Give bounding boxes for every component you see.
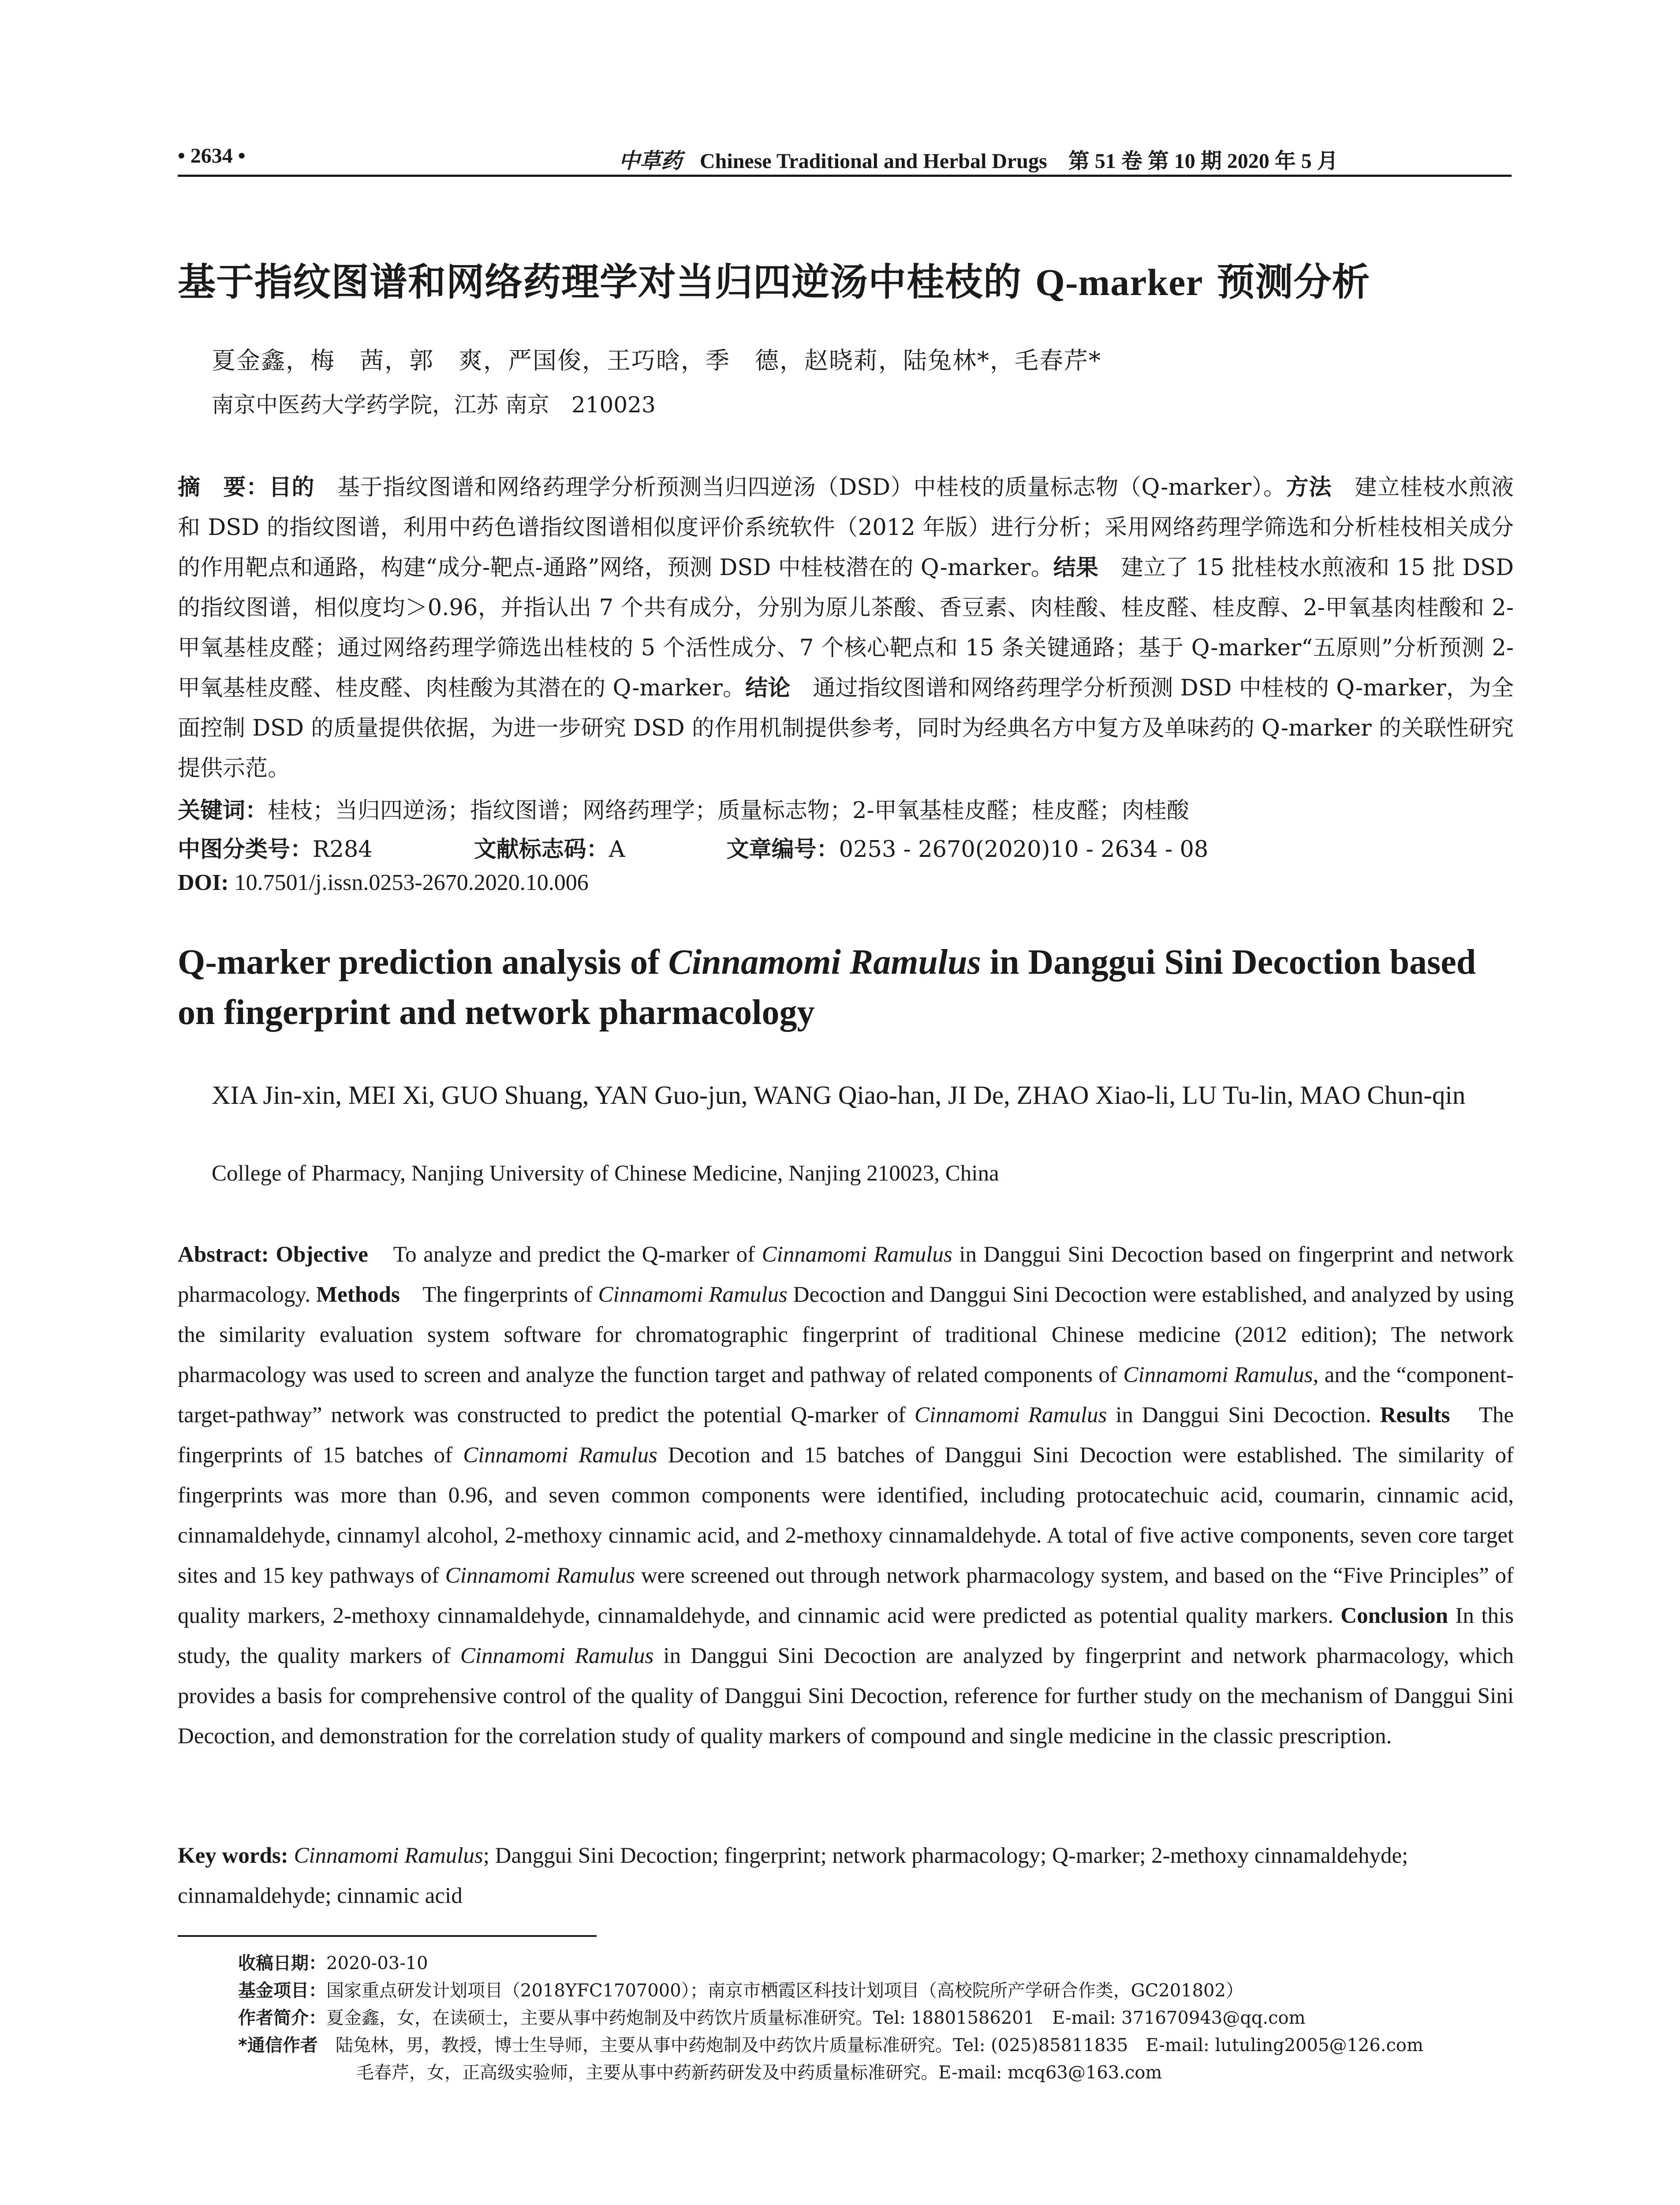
authors-en: XIA Jin-xin, MEI Xi, GUO Shuang, YAN Guo-jun, WANG Qiao-han, JI De, ZHAO Xiao-li, LU Tu-lin, MAO Chun-qin [212,1080,1466,1110]
keywords-en: Key words: Cinnamomi Ramulus; Danggui Sini Decoction; fingerprint; network pharmacology; Q-marker; 2-methoxy cinnamaldehyde; cinnamaldehyde; cinnamic acid [178,1843,1408,1908]
running-header [178,140,1512,177]
title-en: Q-marker prediction analysis of Cinnamomi Ramulus in Danggui Sini Decoction based on fingerprint and network pharmacology [178,943,1476,1032]
journal-info [619,144,1338,174]
authors-cn: 夏金鑫，梅 茜，郭 爽，严国俊，王巧晗，季 德，赵晓莉，陆兔林*，毛春芹* [212,347,1101,374]
journal-name-cn: 中草药 [619,149,683,173]
footnote-received: 收稿日期：2020-03-10 [238,1953,428,1973]
journal-name-en: Chinese Traditional and Herbal Drugs [700,149,1047,173]
abstract-cn-label: 摘 要： [178,475,269,501]
footnote-author: 作者简介：夏金鑫，女，在读硕士，主要从事中药炮制及中药饮片质量标准研究。Tel: 18801586201 E-mail: 371670943@qq.com [238,2008,1306,2028]
abstract-en: Abstract: Objective To analyze and predict the Q-marker of Cinnamomi Ramulus in Danggui Sini Decoction based on fingerprint and network pharmacology. Methods The fingerprints of Cinnamomi Ramulus Decoction and Danggui Sini Decoction were established, and analyzed by using the similarity evaluation system software for chromatographic fingerprint of traditional Chinese medicine (2012 edition); The network pharmacology was used to screen and analyze the function target and pathway of related components of Cinnamomi Ramulus, and the “component-target-pathway” network was constructed to predict the potential Q-marker of Cinnamomi Ramulus in Danggui Sini Decoction. Results The fingerprints of 15 batches of Cinnamomi Ramulus Decotion and 15 batches of Danggui Sini Decoction were established. The similarity of fingerprints was more than 0.96, and seven common components were identified, including protocatechuic acid, coumarin, cinnamic acid, cinnamaldehyde, cinnamyl alcohol, 2-methoxy cinnamic acid, and 2-methoxy cinnamaldehyde. A total of five active components, seven core target sites and 15 key pathways of Cinnamomi Ramulus were screened out through network pharmacology system, and based on the “Five Principles” of quality markers, 2-methoxy cinnamaldehyde, cinnamaldehyde, and cinnamic acid were predicted as potential quality markers. Conclusion In this study, the quality markers of Cinnamomi Ramulus in Danggui Sini Decoction are analyzed by fingerprint and network pharmacology, which provides a basis for comprehensive control of the quality of Danggui Sini Decoction, reference for further study on the mechanism of Danggui Sini Decoction, and demonstration for the correlation study of quality markers of compound and single medicine in the classic prescription. [178,1242,1514,1749]
page-number: • 2634 • [178,144,246,168]
keywords-cn: 关键词：桂枝；当归四逆汤；指纹图谱；网络药理学；质量标志物；2-甲氧基桂皮醛；桂皮醛；肉桂酸 [178,798,1189,824]
footnote-corresponding-2: 毛春芹，女，正高级实验师，主要从事中药新药研发及中药质量标准研究。E-mail: mcq63@163.com [356,2063,1162,2083]
journal-issue: 第 51 卷 第 10 期 2020 年 5 月 [1068,149,1338,173]
footnote-corresponding: *通信作者 陆兔林，男，教授，博士生导师，主要从事中药炮制及中药饮片质量标准研究。Tel: (025)85811835 E-mail: lutuling2005@126.com [238,2035,1423,2056]
affiliation-cn: 南京中医药大学药学院，江苏 南京 210023 [212,392,656,418]
affiliation-en: College of Pharmacy, Nanjing University of Chinese Medicine, Nanjing 210023, China [212,1161,999,1186]
footnote-fund: 基金项目：国家重点研发计划项目（2018YFC1707000）；南京市栖霞区科技计划项目（高校院所产学研合作类，GC201802） [238,1981,1243,2001]
abstract-cn: 摘 要：目的 基于指纹图谱和网络药理学分析预测当归四逆汤（DSD）中桂枝的质量标志物（Q-marker）。方法 建立桂枝水煎液和 DSD 的指纹图谱，利用中药色谱指纹图谱相似度评价系统软件（2012 年版）进行分析；采用网络药理学筛选和分析桂枝相关成分的作用靶点和通路，构建“成分-靶点-通路”网络，预测 DSD 中桂枝潜在的 Q-marker。结果 建立了 15 批桂枝水煎液和 15 批 DSD 的指纹图谱，相似度均＞0.96，并指认出 7 个共有成分，分别为原儿茶酸、香豆素、肉桂酸、桂皮醛、桂皮醇、2-甲氧基肉桂酸和 2-甲氧基桂皮醛；通过网络药理学筛选出桂枝的 5 个活性成分、7 个核心靶点和 15 条关键通路；基于 Q-marker“五原则”分析预测 2-甲氧基桂皮醛、桂皮醛、肉桂酸为其潜在的 Q-marker。结论 通过指纹图谱和网络药理学分析预测 DSD 中桂枝的 Q-marker，为全面控制 DSD 的质量提供依据，为进一步研究 DSD 的作用机制提供参考，同时为经典名方中复方及单味药的 Q-marker 的关联性研究提供示范。 [178,475,1514,781]
footnote-divider [178,1935,597,1937]
doi: DOI: 10.7501/j.issn.0253-2670.2020.10.006 [178,870,589,895]
classification-line: 中图分类号：R284 文献标志码：A 文章编号：0253 - 2670(2020)10 - 2634 - 08 [178,837,1209,863]
title-cn: 基于指纹图谱和网络药理学对当归四逆汤中桂枝的 Q-marker 预测分析 [178,260,1370,304]
